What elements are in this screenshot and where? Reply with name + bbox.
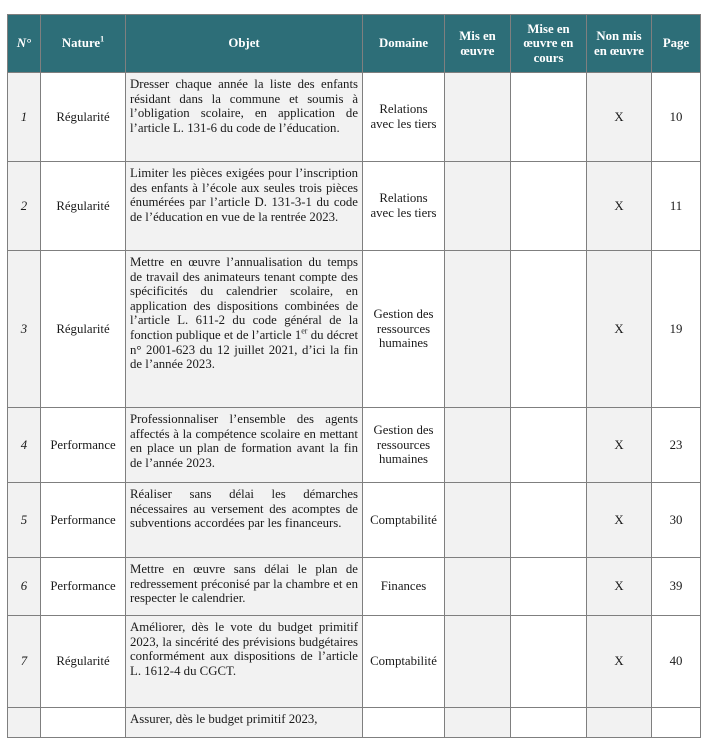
row-nature: Régularité — [41, 251, 126, 408]
row-non-mis: X — [587, 251, 652, 408]
row-non-mis: X — [587, 408, 652, 483]
row-mise-en-cours — [511, 162, 587, 251]
row-page: 40 — [652, 616, 701, 708]
row-non-mis: X — [587, 558, 652, 616]
row-non-mis — [587, 708, 652, 738]
row-domaine: Comptabilité — [363, 483, 445, 558]
header-objet: Objet — [126, 15, 363, 73]
table-row — [8, 708, 701, 738]
row-page: 10 — [652, 73, 701, 162]
recommendations-table — [7, 14, 701, 738]
row-number: 4 — [8, 408, 41, 483]
row-page: 30 — [652, 483, 701, 558]
row-nature — [41, 708, 126, 738]
row-nature: Performance — [41, 483, 126, 558]
row-number: 2 — [8, 162, 41, 251]
row-domaine: Finances — [363, 558, 445, 616]
row-domaine: Gestion des ressources humaines — [363, 251, 445, 408]
row-nature: Performance — [41, 558, 126, 616]
row-nature: Régularité — [41, 73, 126, 162]
row-mise-en-cours — [511, 558, 587, 616]
table-row — [8, 73, 701, 162]
row-domaine: Relations avec les tiers — [363, 162, 445, 251]
footnote-marker: 1 — [100, 34, 105, 44]
row-domaine: Gestion des ressources humaines — [363, 408, 445, 483]
row-number: 7 — [8, 616, 41, 708]
row-mis — [445, 73, 511, 162]
header-num: N° — [8, 15, 41, 73]
row-number: 3 — [8, 251, 41, 408]
row-nature: Performance — [41, 408, 126, 483]
row-objet: Assurer, dès le budget primitif 2023, — [126, 708, 363, 738]
header-mis-en-oeuvre: Mis en œuvre — [445, 15, 511, 73]
row-objet: Mettre en œuvre l’annualisation du temps de travail des animateurs tenant compte des spécificités du calendrier scolaire, en application des dispositions combinées de l’article L. 611-2 du code général de la fonction publique et de l’article 1er du décret n° 2001-623 du 12 juillet 2021, d’ici la fin de l’année 2023. — [126, 251, 363, 408]
row-objet: Dresser chaque année la liste des enfants résidant dans la commune et soumis à l’obligation scolaire, en application de l’article L. 131-6 du code de l’éducation. — [126, 73, 363, 162]
row-mis — [445, 708, 511, 738]
row-nature: Régularité — [41, 162, 126, 251]
table-row — [8, 162, 701, 251]
row-non-mis: X — [587, 73, 652, 162]
header-non-mis-en-oeuvre: Non mis en œuvre — [587, 15, 652, 73]
row-mis — [445, 483, 511, 558]
row-mise-en-cours — [511, 616, 587, 708]
row-domaine: Relations avec les tiers — [363, 73, 445, 162]
header-mise-en-oeuvre-en-cours: Mise en œuvre en cours — [511, 15, 587, 73]
header-row — [8, 15, 701, 73]
row-domaine — [363, 708, 445, 738]
row-page: 39 — [652, 558, 701, 616]
table-row — [8, 558, 701, 616]
table-row — [8, 616, 701, 708]
row-mis — [445, 558, 511, 616]
row-objet: Réaliser sans délai les démarches nécessaires au versement des acomptes de subventions accordées par les financeurs. — [126, 483, 363, 558]
row-non-mis: X — [587, 483, 652, 558]
row-mis — [445, 616, 511, 708]
row-objet: Améliorer, dès le vote du budget primitif 2023, la sincérité des prévisions budgétaires conformément aux dispositions de l’article L. 1612-4 du CGCT. — [126, 616, 363, 708]
table-row — [8, 483, 701, 558]
header-page: Page — [652, 15, 701, 73]
header-nature: Nature$^1$ — [41, 15, 126, 73]
row-objet: Professionnaliser l’ensemble des agents affectés à la compétence scolaire en mettant en place un plan de formation avant la fin de l’année 2023. — [126, 408, 363, 483]
row-mise-en-cours — [511, 73, 587, 162]
row-domaine: Comptabilité — [363, 616, 445, 708]
header-domaine: Domaine — [363, 15, 445, 73]
table-row — [8, 251, 701, 408]
row-number: 1 — [8, 73, 41, 162]
table-row — [8, 408, 701, 483]
row-objet: Limiter les pièces exigées pour l’inscription des enfants à l’école aux seules trois pièces énumérées par l’article D. 131-3-1 du code de l’éducation en vue de la rentrée 2023. — [126, 162, 363, 251]
row-number — [8, 708, 41, 738]
row-number: 6 — [8, 558, 41, 616]
row-mise-en-cours — [511, 708, 587, 738]
row-non-mis: X — [587, 616, 652, 708]
row-nature: Régularité — [41, 616, 126, 708]
row-mise-en-cours — [511, 408, 587, 483]
row-mis — [445, 251, 511, 408]
row-mis — [445, 162, 511, 251]
row-mise-en-cours — [511, 251, 587, 408]
row-objet: Mettre en œuvre sans délai le plan de redressement préconisé par la chambre et en respecter le calendrier. — [126, 558, 363, 616]
row-page: 23 — [652, 408, 701, 483]
row-page — [652, 708, 701, 738]
row-number: 5 — [8, 483, 41, 558]
row-page: 19 — [652, 251, 701, 408]
row-mis — [445, 408, 511, 483]
row-non-mis: X — [587, 162, 652, 251]
row-mise-en-cours — [511, 483, 587, 558]
row-page: 11 — [652, 162, 701, 251]
